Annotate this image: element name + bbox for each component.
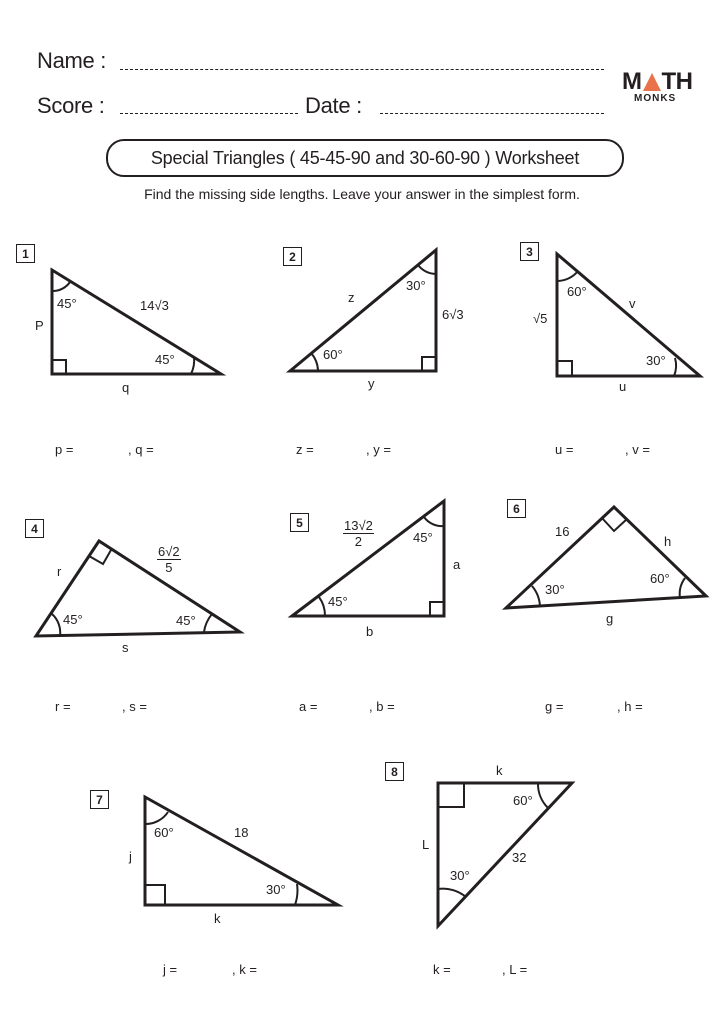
score-label: Score : xyxy=(37,93,105,118)
hypotenuse-label: 14√3 xyxy=(140,298,169,313)
answer-label-k: k = xyxy=(433,962,451,977)
side-label: 18 xyxy=(234,825,249,840)
angle-label: 30° xyxy=(406,278,426,293)
answer-label-b: , b = xyxy=(369,699,395,714)
answer-label-s: , s = xyxy=(122,699,147,714)
angle-label: 45° xyxy=(63,612,83,627)
answer-label-r: r = xyxy=(55,699,71,714)
angle-label: 60° xyxy=(323,347,343,362)
angle-label: 45° xyxy=(57,296,77,311)
problem-number-3: 3 xyxy=(520,242,539,261)
problem-number-4: 4 xyxy=(25,519,44,538)
side-label: 6√3 xyxy=(442,307,464,322)
answer-label-v: , v = xyxy=(625,442,650,457)
answer-label-j: j = xyxy=(163,962,178,977)
fraction-denominator: 5 xyxy=(165,560,173,575)
side-label: k xyxy=(496,763,503,778)
fraction-label xyxy=(343,518,374,549)
logo-text-th: TH xyxy=(661,68,693,95)
side-label: g xyxy=(606,611,614,626)
side-label: √5 xyxy=(533,311,548,326)
answer-label-z: z = xyxy=(296,442,314,457)
answer-label-a: a = xyxy=(299,699,318,714)
angle-label: 30° xyxy=(545,582,565,597)
angle-label: 30° xyxy=(266,882,286,897)
angle-label: 60° xyxy=(513,793,533,808)
answer-label-l: , L = xyxy=(502,962,528,977)
problem-number-6: 6 xyxy=(507,499,526,518)
problem-number-7: 7 xyxy=(90,790,109,809)
triangle-8 xyxy=(438,783,572,926)
fraction-denominator: 2 xyxy=(354,534,363,549)
angle-label: 60° xyxy=(567,284,587,299)
side-label: a xyxy=(453,557,461,572)
triangle-7 xyxy=(145,797,338,905)
side-label: s xyxy=(122,640,129,655)
angle-label: 30° xyxy=(646,353,666,368)
fraction-numerator: 13√2 xyxy=(344,518,373,533)
angle-label: 45° xyxy=(328,594,348,609)
side-label: j xyxy=(129,849,132,864)
angle-label: 60° xyxy=(650,571,670,586)
answer-label-q: , q = xyxy=(128,442,154,457)
side-label: q xyxy=(122,380,130,395)
answer-label-u: u = xyxy=(555,442,574,457)
logo-text-monks: MONKS xyxy=(634,93,677,104)
answer-label-h: , h = xyxy=(617,699,643,714)
triangle-1 xyxy=(52,270,221,374)
answer-label-k: , k = xyxy=(232,962,257,977)
side-label: P xyxy=(35,318,44,333)
fraction-numerator: 6√2 xyxy=(158,544,180,559)
side-label: v xyxy=(629,296,636,311)
side-label: 32 xyxy=(512,850,527,865)
date-label: Date : xyxy=(305,93,362,118)
name-label: Name : xyxy=(37,48,107,73)
problem-number-8: 8 xyxy=(385,762,404,781)
fraction-label xyxy=(157,544,181,575)
angle-label: 45° xyxy=(155,352,175,367)
angle-label: 45° xyxy=(176,613,196,628)
logo-text-m: M xyxy=(622,68,642,95)
answer-label-g: g = xyxy=(545,699,564,714)
side-label: y xyxy=(368,376,375,391)
worksheet-title-text: Special Triangles ( 45-45-90 and 30-60-90 ) Worksheet xyxy=(150,147,580,168)
angle-label: 30° xyxy=(450,868,470,883)
answer-label-y: , y = xyxy=(366,442,391,457)
problem-number-1: 1 xyxy=(16,244,35,263)
problem-number-2: 2 xyxy=(283,247,302,266)
angle-label: 60° xyxy=(154,825,174,840)
side-label: h xyxy=(664,534,672,549)
side-label: u xyxy=(619,379,627,394)
triangle-3 xyxy=(557,254,700,376)
side-label: z xyxy=(348,290,355,305)
side-label: 16 xyxy=(555,524,570,539)
side-label: k xyxy=(214,911,221,926)
problem-number-5: 5 xyxy=(290,513,309,532)
angle-label: 45° xyxy=(413,530,433,545)
instructions: Find the missing side lengths. Leave your answer in the simplest form. xyxy=(144,186,580,202)
answer-label-p: p = xyxy=(55,442,74,457)
side-label: L xyxy=(422,837,430,852)
side-label: b xyxy=(366,624,374,639)
side-label: r xyxy=(57,564,62,579)
